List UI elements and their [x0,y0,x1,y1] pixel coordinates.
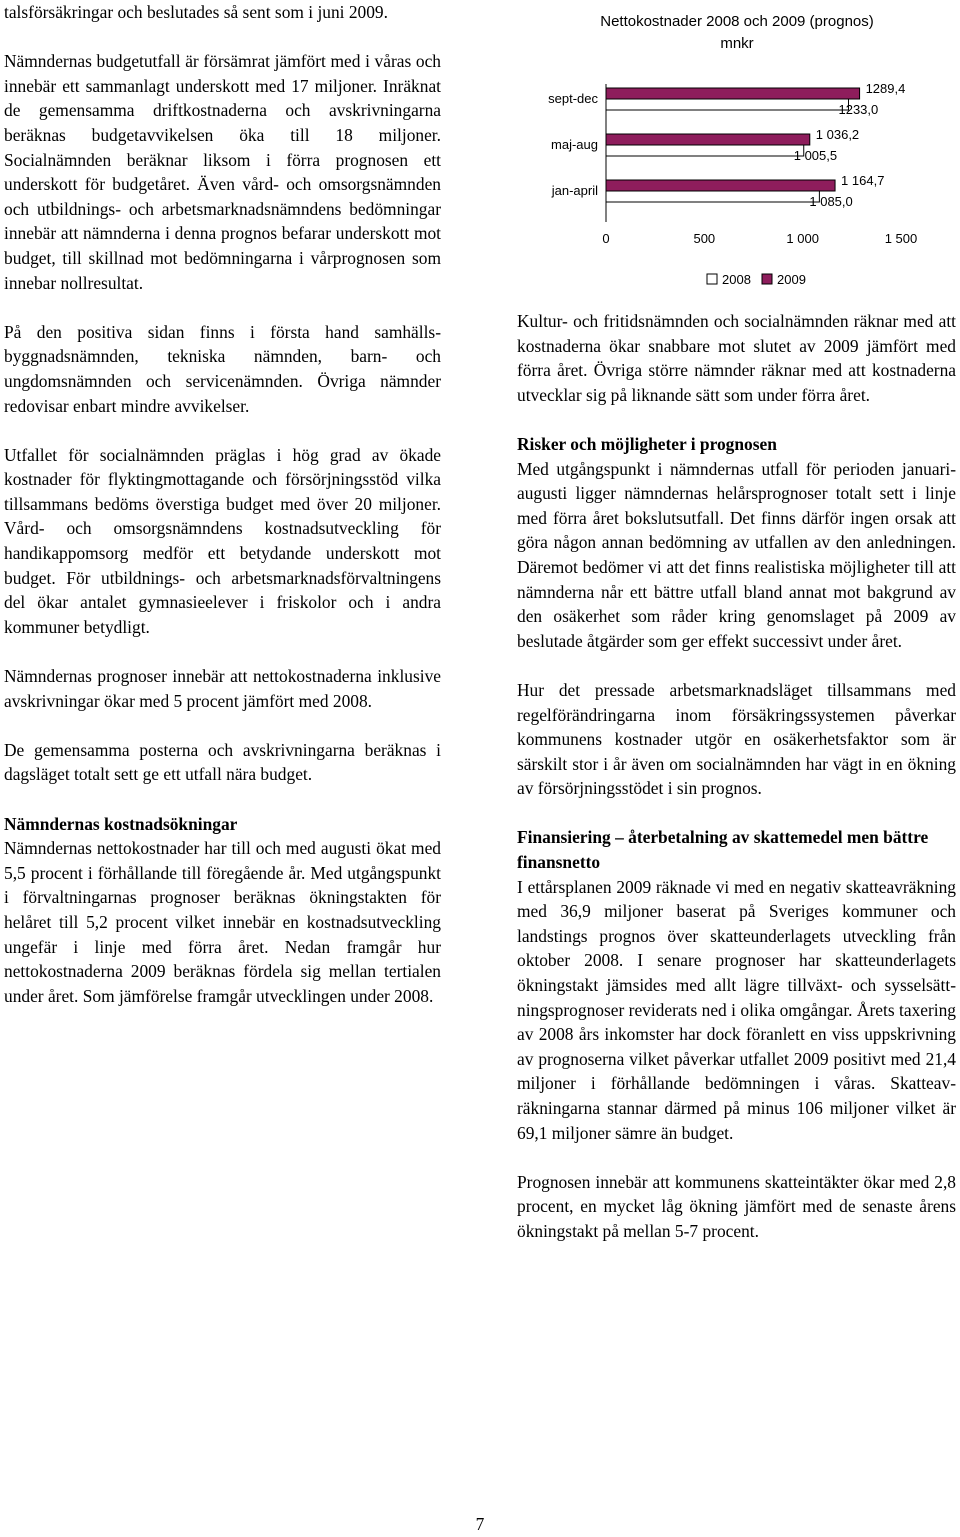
legend-swatch-2009 [762,274,772,284]
x-tick-label: 1 500 [884,231,918,246]
paragraph: Nämndernas prognoser innebär att nettokostnaderna inklusive avskrivningar ökar med 5 procent jämfört med 2008. [4,666,441,711]
left-column [4,0,441,1008]
paragraph: På den positiva sidan finns i första hand samhällsbyggnadsnämnden, tekniska nämnden, barn- och ungdomsnämnden och servicenämnden. Övriga nämnder redovisar enbart mindre avvikelser. [4,321,441,416]
paragraph: Prognosen innebär att kommunens skatteintäkter ökar med 2,8 procent, en mycket låg ökning jämfört med de senaste årens ökningstakt på mellan 5-7 procent. [517,1171,956,1241]
paragraph: Utfallet för socialnämnden präglas i hög grad av ökade kostnader för flyktingmottagande och försörjningsstöd vilka tillsammans bedöms överstiga budget med över 20 miljoner. Vård- och omsorgsnämndens kostnadsutveckling för handikappomsorg medför ett betydande underskott mot budget. För utbildnings- och arbetsmarknadsförvaltningens del ökar antalet gymnasieelever i friskolor och i andra kommuner betydligt. [4,444,441,637]
legend-label-2009: 2009 [777,272,806,287]
category-label: maj-aug [551,137,598,152]
cost-chart [517,0,956,300]
right-column [517,309,956,1244]
paragraph: Med utgångspunkt i nämndernas utfall för perioden januari-augusti ligger nämndernas helårsprognoser totalt sett i linje med förra året bokslutsutfall. Det finns därför ingen orsak att göra någon annan bedömning av utfallen av den anledningen. Däremot bedömer vi att det finns realistiska möjligheter till att nämnderna når ett bättre utfall bland annat mot bakgrund av den osäkerhet som råder kring genomslaget på 2009 av beslutade åtgärder som ger effekt successivt under året. [517,458,956,651]
chart-subtitle: mnkr [720,35,754,52]
legend-label-2008: 2008 [722,272,751,287]
paragraph: Hur det pressade arbetsmarknadsläget tillsammans med regelförändringarna inom försäkringssystemen påverkar kommunens kostnader utgör en osäkerhetsfaktor som är särskilt stor i år även om socialnämnden har vägt in en ökning av försörjningsstödet i sin prognos. [517,679,956,799]
paragraph: talsförsäkringar och beslutades så sent som i juni 2009. [4,2,388,22]
section-heading: Nämndernas kostnadsökningar [4,813,238,834]
page-number: 7 [475,1514,485,1534]
chart-svg [517,0,956,300]
data-label-2009: 1289,4 [865,81,906,96]
paragraph: De gemensamma posterna och avskrivningarna beräknas i dagsläget totalt sett ge ett utfall nära budget. [4,739,441,785]
paragraph: Nämndernas budgetutfall är försämrat jämfört med i våras och innebär ett sammanlagt underskott med 17 miljoner. Inräknat de gemensamma driftkostnaderna och avskrivningarna beräknas budgetavvikelsen öka till 18 miljoner. Socialnämnden beräknar liksom i förra prognosen ett underskott för budgetåret. Även vård- och omsorgsnämnden och utbildnings- och arbetsmarknadsnämndens bedömningar innebär att nämnderna i denna prognos befarar underskott mot budget, till skillnad mot bedömningarna i vårprognosen som innebar nollresultat. [4,51,441,293]
data-label-2009: 1 164,7 [841,173,885,188]
bar-2008 [606,99,848,110]
x-tick-label: 1 000 [786,231,819,246]
category-label: jan-april [551,183,598,198]
bar-2008 [606,191,819,202]
category-label: sept-dec [548,91,598,106]
bar-2009 [606,180,835,191]
chart-title: Nettokostnader 2008 och 2009 (prognos) [600,13,874,30]
bar-2009 [606,88,860,99]
data-label-2008: 1 085,0 [809,194,853,209]
bar-2009 [606,134,810,145]
paragraph: I ettårsplanen 2009 räknade vi med en negativ skatteavräkning med 36,9 miljoner baserat på Sveriges kommuner och landstings prognos över skatteunderlagets utveckling från oktober 2008. I senare prognoser har skatteunderlagets ökningstakt jämsides med allt lägre tillväxt- och sysselsättningsprognoser reviderats ned i olika omgångar. Årets taxering av 2008 års inkomster har dock föranlett en viss uppskrivning av prognoserna vilket påverkar utfallet 2009 positivt med 21,4 miljoner i förhållande bedömningen i våras. Skatteavräkningarna stannar därmed på minus 106 miljoner vilket är 69,1 miljoner sämre än budget. [517,876,956,1143]
plot-area [548,81,917,246]
data-label-2008: 1233,0 [838,102,879,117]
chart-legend [707,272,806,287]
section-heading: Finansiering – återbetalning av skattemedel men bättre finansnetto [517,827,929,873]
section-heading: Risker och möjligheter i prognosen [517,433,777,454]
paragraph: Kultur- och fritidsnämnden och socialnämnden räknar med att kostnaderna ökar snabbare mot slutet av 2009 jämfört med förra året. Övriga större nämnder räknar med att kostnaderna utvecklar sig på liknande sätt som under förra året. [517,311,956,405]
paragraph: Nämndernas nettokostnader har till och med augusti ökat med 5,5 procent i förhållande till föregående år. Med utgångspunkt i förvaltningarnas prognoser beräknas ökningstakten för helåret till 5,2 procent vilket innebär en kostnadsutveckling ungefär i linje med förra året. Nedan framgår hur nettokostnaderna 2009 beräknas fördela sig mellan tertialen under året. Som jämförelse framgår utvecklingen under 2008. [4,838,441,1006]
legend-swatch-2008 [707,274,717,284]
data-label-2009: 1 036,2 [815,127,860,142]
x-tick-label: 0 [602,231,610,246]
data-label-2008: 1 005,5 [793,148,838,163]
x-tick-label: 500 [693,231,716,246]
bar-2008 [606,145,804,156]
